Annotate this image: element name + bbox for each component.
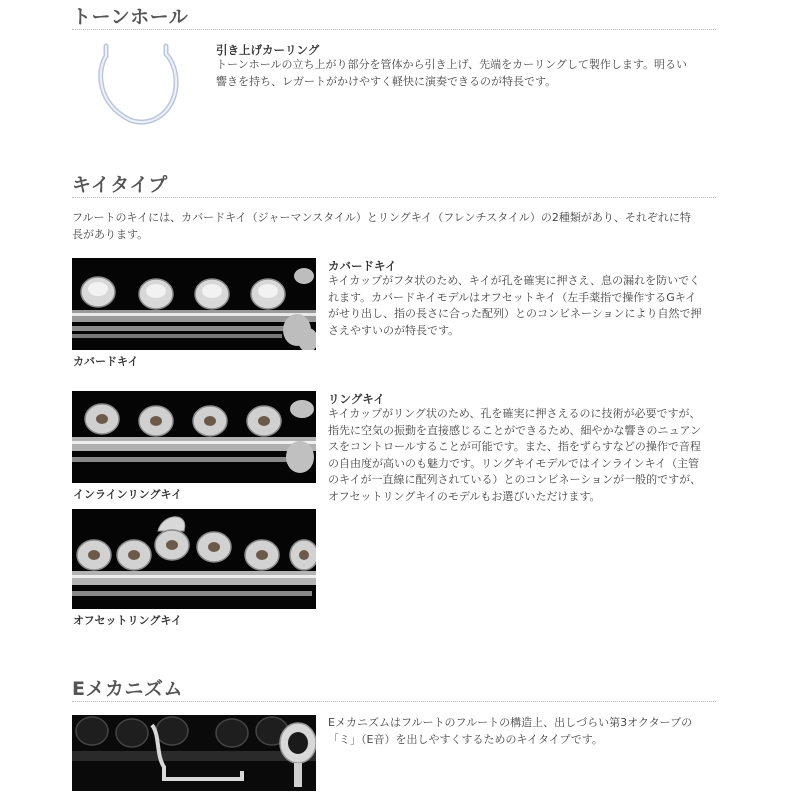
section-divider xyxy=(72,197,716,198)
emech-line: 「ミ」（E音）を出しやすくするためのキイタイプです。 xyxy=(328,732,603,746)
covered-key-caption: カバードキイ xyxy=(73,355,139,368)
ring-line: 指先に空気の振動を直接感じることができるため、細やかな響きのニュアン xyxy=(328,423,702,437)
ring-line: スをコントロールすることが可能です。また、指をずらすなどの操作で音程 xyxy=(328,440,701,453)
covered-line: さえやすいのが特長です。 xyxy=(328,323,460,337)
covered-line: れます。カバードキイモデルはオフセットキイ（左手薬指で操作するGキイ xyxy=(328,290,697,304)
covered-key-heading: カバードキイ xyxy=(328,259,397,273)
tonehole-line: トーンホールの立ち上がり部分を管体から引き上げ、先端をカーリングして製作します。明るい xyxy=(216,58,688,71)
tonehole-subtitle: 引き上げカーリング xyxy=(216,43,320,57)
section-divider xyxy=(72,29,716,30)
inline-ring-key-photo xyxy=(72,391,316,483)
intro-line: 長があります。 xyxy=(72,227,149,241)
ring-key-heading: リングキイ xyxy=(328,392,385,406)
intro-line: フルートのキイには、カバードキイ（ジャーマンスタイル）とリングキイ（フレンチスタイル）の2種類があり、それぞれに特 xyxy=(72,211,691,224)
offset-ring-key-caption: オフセットリングキイ xyxy=(73,614,182,627)
emech-description xyxy=(328,715,728,748)
inline-ring-key-caption: インラインリングキイ xyxy=(73,488,183,501)
covered-key-photo xyxy=(72,258,316,350)
ring-line: の自由度が高いのも魅力です。リングキイモデルではインラインキイ（主管 xyxy=(328,456,700,470)
covered-line: がせり出し、指の長さに合った配列）とのコンビネーションにより自然で押 xyxy=(328,307,702,320)
section-divider xyxy=(72,701,716,702)
ring-line: キイカップがリング状のため、孔を確実に押さえるのに技術が必要ですが、 xyxy=(328,407,701,420)
tonehole-line: 響きを持ち、レガートがかけやすく軽快に演奏できるのが特長です。 xyxy=(216,74,557,88)
tonehole-curling-image xyxy=(92,42,182,128)
section-title-tonehole: トーンホール xyxy=(72,6,189,28)
tonehole-description xyxy=(216,57,716,90)
keytype-intro xyxy=(72,210,732,243)
covered-key-description xyxy=(328,273,728,339)
section-title-emech: Eメカニズム xyxy=(72,678,183,700)
ring-line: オフセットリングキイのモデルもお選びいただけます。 xyxy=(328,489,601,503)
section-title-keytype: キイタイプ xyxy=(72,174,168,196)
ring-key-description xyxy=(328,406,728,505)
emech-line: Eメカニズムはフルートのフルートの構造上、出しづらい第3オクターブの xyxy=(328,716,693,729)
e-mechanism-photo xyxy=(72,715,316,791)
offset-ring-key-photo xyxy=(72,509,316,609)
covered-line: キイカップがフタ状のため、キイが孔を確実に押さえ、息の漏れを防いでく xyxy=(328,274,701,287)
ring-line: のキイが一直線に配列されている）とのコンビネーションが一般的ですが、 xyxy=(328,473,702,486)
